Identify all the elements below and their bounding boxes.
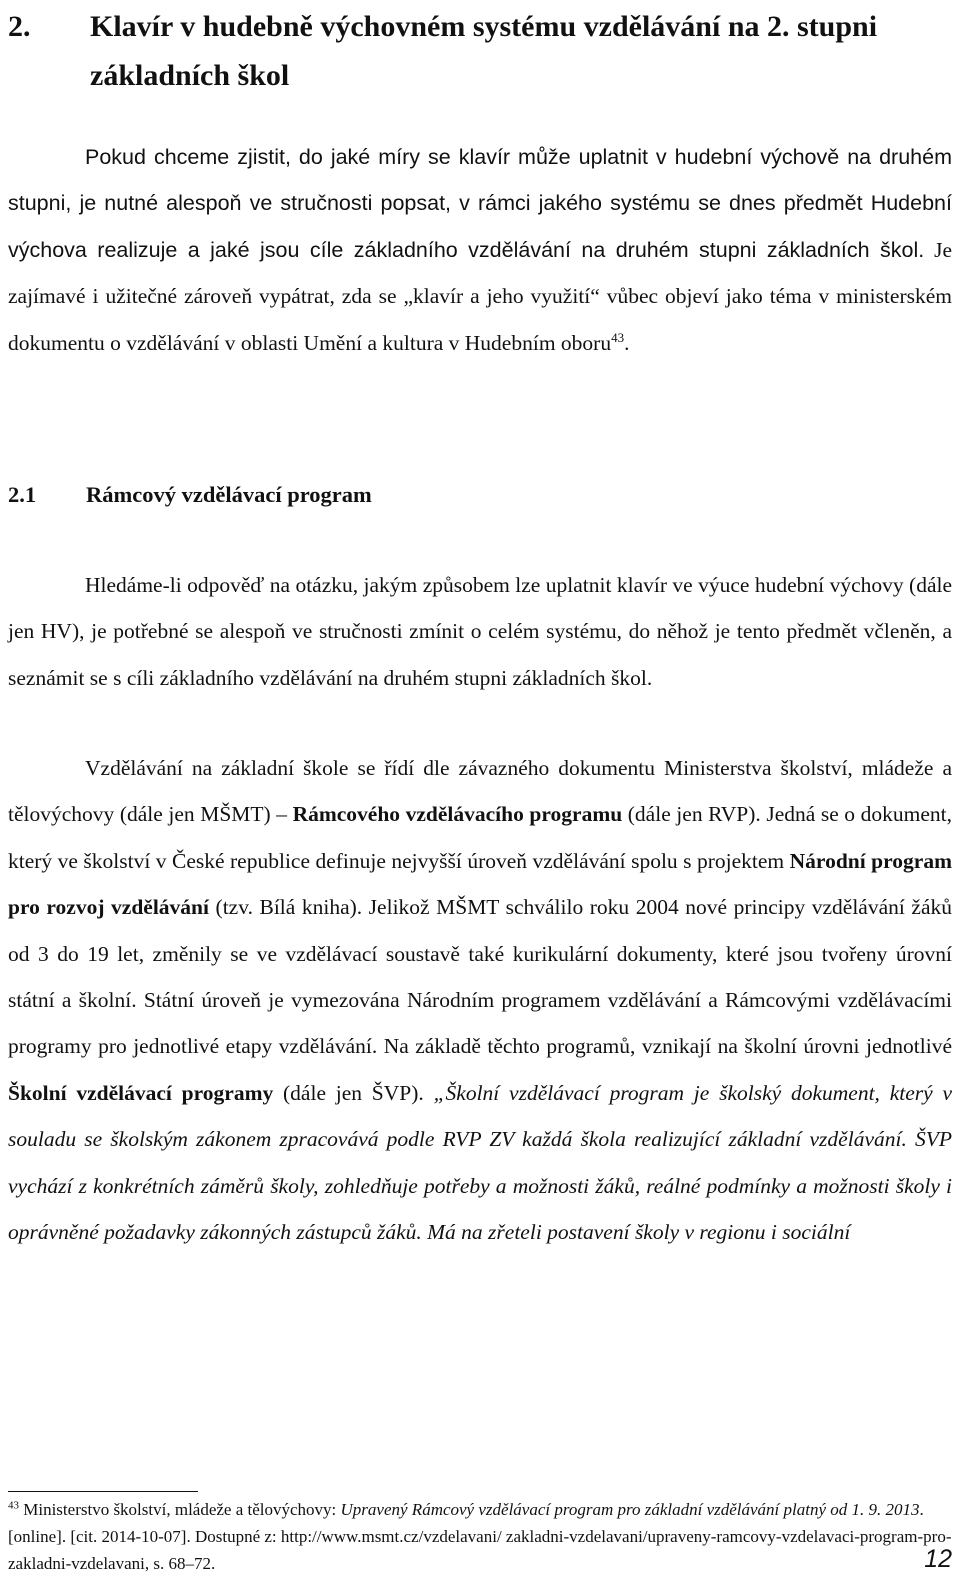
footnote-text-c: . [online]. [cit. 2014-10-07]. Dostupné z: http://www.msmt.cz/vzdelavani/ zakladni-vzdelavani/upraveny-ramcovy-vzdelavaci-program-pro-zakladni-vzdelavani, s. 68–72. [8, 1500, 952, 1573]
paragraph-3 [8, 745, 952, 1255]
intro-paragraph [8, 134, 952, 366]
chapter-number: 2. [8, 10, 31, 43]
chapter-heading [8, 2, 952, 100]
section-number: 2.1 [8, 482, 37, 507]
intro-text-sans: Pokud chceme zjistit, do jaké míry se klavír může uplatnit v hudební výchově na druhém stupni, je nutné alespoň ve stručnosti popsat, v rámci jakého systému se dnes předmět Hudební výchova realizuje a jaké jsou cíle základního vzdělávání na druhém stupni základních škol. [8, 145, 952, 262]
para3-text-e: (tzv. Bílá kniha). Jelikož MŠMT schválilo roku 2004 nové principy vzdělávání žáků od 3 do 19 let, změnily se ve vzdělávací soustavě také kurikulární dokumenty, které jsou tvořeny úrovní státní a školní. Státní úroveň je vymezována Národním programem vzdělávání a Rámcovými vzdělávacími programy pro jednotlivé etapy vzdělávání. Na základě těchto programů, vznikají na školní úrovni jednotlivé [8, 895, 952, 1059]
footnote-number: 43 [8, 1499, 19, 1512]
footnote-ref-43[interactable]: 43 [611, 329, 625, 345]
para3-text-c: (dále jen RVP). Jedná se o dokument, který ve školství v České republice definuje nejvyšší úroveň vzdělávání spolu s projektem [8, 802, 952, 873]
para3-text-a: Vzdělávání na základní škole se řídí dle závazného dokumentu Ministerstva školství, mládeže a tělovýchovy (dále jen MŠMT) – [8, 756, 952, 827]
para3-quote: „Školní vzdělávací program je školský dokument, který v souladu se školským zákonem zpracovává podle RVP ZV každá škola realizující základní vzdělávání. ŠVP vychází z konkrétních záměrů školy, zohledňuje potřeby a možnosti žáků, reálné podmínky a možnosti školy i oprávněné požadavky zákonných zástupců žáků. Má na zřeteli postavení školy v regionu i sociální [8, 1080, 953, 1245]
footnote-43 [8, 1496, 952, 1577]
chapter-title-line2: základních škol [90, 59, 290, 92]
footnote-title-italic: Upravený Rámcový vzdělávací program pro základní vzdělávání platný od 1. 9. 2013 [340, 1500, 920, 1519]
footnote-text-a: Ministerstvo školství, mládeže a tělovýchovy: [19, 1500, 341, 1519]
para3-bold-svp: Školní vzdělávací programy [8, 1080, 274, 1105]
para3-text-g: (dále jen ŠVP). [273, 1080, 434, 1105]
chapter-title-line1: Klavír v hudebně výchovném systému vzdělávání na 2. stupni [90, 10, 878, 43]
section-heading [8, 472, 372, 518]
section-title: Rámcový vzdělávací program [86, 482, 372, 507]
intro-end: . [624, 330, 630, 355]
intro-text-serif: Je zajímavé i užitečné zároveň vypátrat, zda se „klavír a jeho využití“ vůbec objeví jako téma v ministerském dokumentu o vzdělávání v oblasti Umění a kultura v Hudebním oboru [8, 237, 952, 355]
paragraph-2: Hledáme-li odpověď na otázku, jakým způsobem lze uplatnit klavír ve výuce hudební výchovy (dále jen HV), je potřebné se alespoň ve stručnosti zmínit o celém systému, do něhož je tento předmět včleněn, a seznámit se s cíli základního vzdělávání na druhém stupni základních škol. [8, 573, 952, 690]
footnote-separator [8, 1491, 198, 1492]
para3-bold-narodni-program: Národní program pro rozvoj vzdělávání [8, 848, 952, 920]
para3-bold-rvp: Rámcového vzdělávacího programu [292, 802, 623, 827]
page-number: 12 [924, 1545, 952, 1573]
